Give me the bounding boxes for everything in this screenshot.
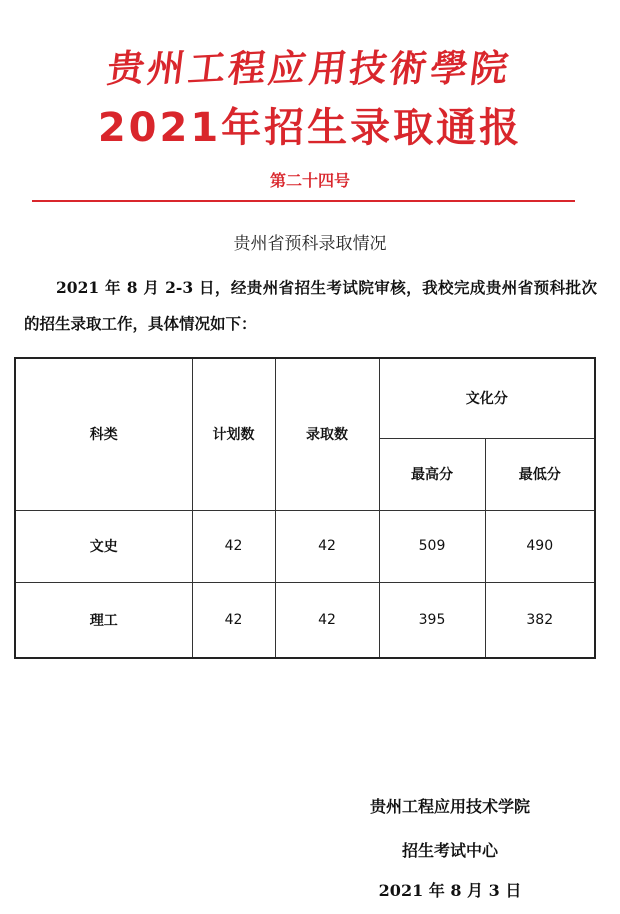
logo-char: 程 bbox=[225, 45, 269, 91]
row-category: 文史 bbox=[15, 510, 192, 582]
logo-char: 工 bbox=[185, 45, 229, 91]
admission-score-table bbox=[14, 357, 596, 659]
logo-char: 用 bbox=[306, 45, 350, 91]
logo-char: 院 bbox=[467, 45, 511, 91]
document-subtitle: 贵州省预科录取情况 bbox=[233, 234, 387, 254]
intro-paragraph: 2021 年 8 月 2-3 日，经贵州省招生考试院审核，我校完成贵州省预科批次的招生录取工作，具体情况如下： bbox=[24, 278, 597, 333]
header-culture-score: 文化分 bbox=[379, 358, 595, 438]
school-calligraphy-logo bbox=[104, 38, 511, 92]
header-max-score: 最高分 bbox=[379, 438, 485, 510]
row-max-score: 395 bbox=[379, 582, 485, 658]
header-category: 科类 bbox=[15, 358, 192, 510]
signature-school: 贵州工程应用技术学院 bbox=[369, 797, 530, 816]
logo-char: 學 bbox=[427, 45, 471, 91]
header-divider bbox=[32, 200, 575, 202]
signature-date: 2021 年 8 月 3 日 bbox=[378, 881, 522, 900]
signature-office: 招生考试中心 bbox=[401, 841, 498, 860]
row-min-score: 490 bbox=[485, 510, 595, 582]
header-plan: 计划数 bbox=[192, 358, 275, 510]
notice-title: 2021年招生录取通报 bbox=[97, 105, 523, 151]
row-plan: 42 bbox=[192, 510, 275, 582]
table-row bbox=[15, 510, 595, 582]
logo-char: 贵 bbox=[104, 45, 148, 91]
row-plan: 42 bbox=[192, 582, 275, 658]
logo-char: 術 bbox=[387, 45, 430, 91]
issue-number: 第二十四号 bbox=[269, 171, 350, 190]
header-admitted: 录取数 bbox=[275, 358, 379, 510]
header-min-score: 最低分 bbox=[485, 438, 595, 510]
logo-char: 应 bbox=[266, 45, 309, 91]
table-row bbox=[15, 582, 595, 658]
row-admitted: 42 bbox=[275, 510, 379, 582]
row-category: 理工 bbox=[15, 582, 192, 658]
row-max-score: 509 bbox=[379, 510, 485, 582]
row-min-score: 382 bbox=[485, 582, 595, 658]
logo-char: 技 bbox=[346, 45, 390, 91]
logo-char: 州 bbox=[145, 45, 188, 91]
row-admitted: 42 bbox=[275, 582, 379, 658]
